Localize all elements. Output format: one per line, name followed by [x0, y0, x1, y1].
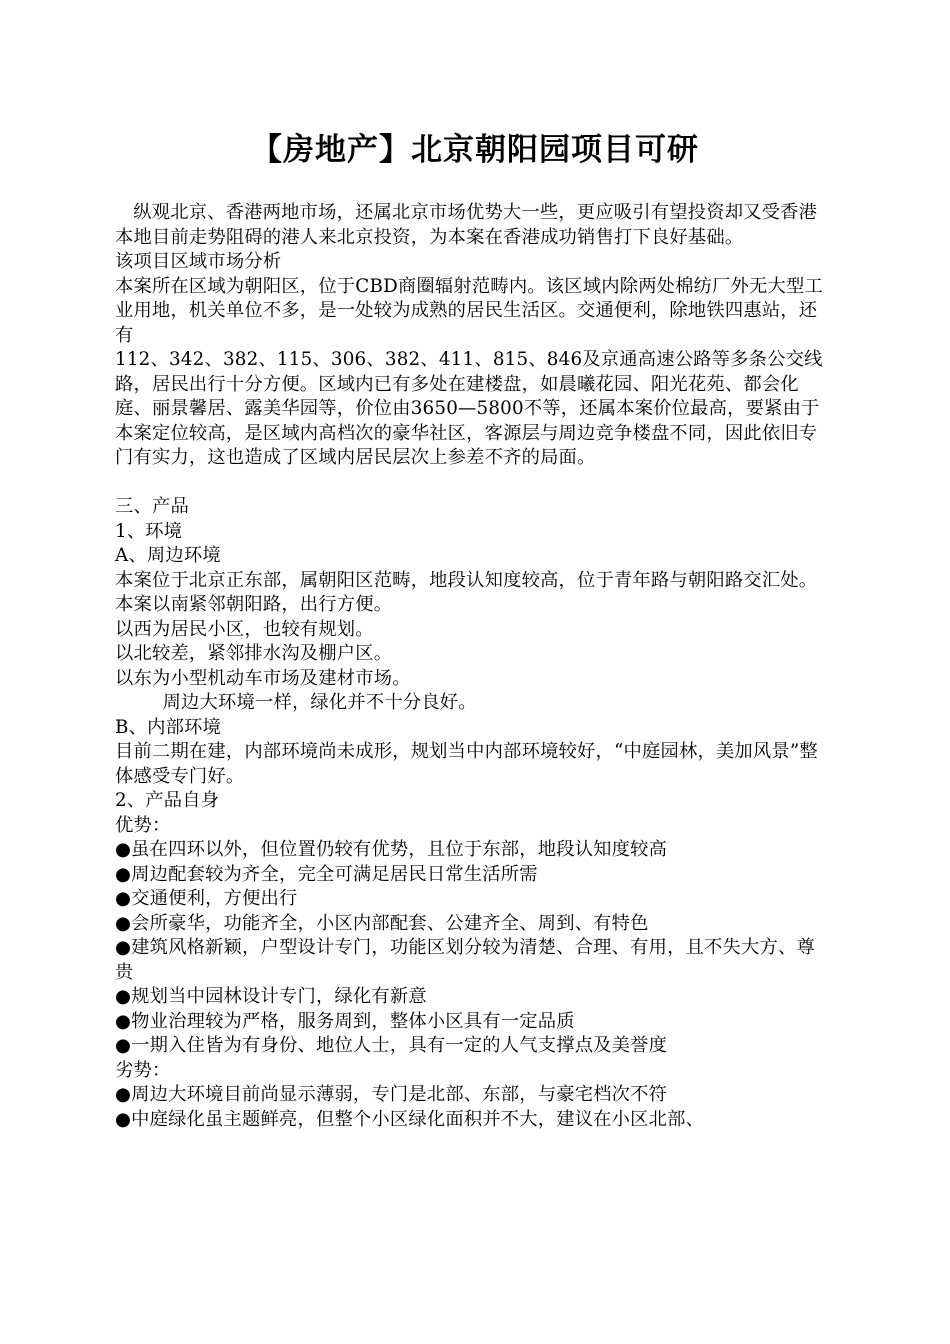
list-heading: 优势：	[115, 814, 171, 836]
paragraph: 周边大环境一样，绿化并不十分良好。	[162, 692, 477, 713]
paragraph: 本案所在区域为朝阳区，位于CBD商圈辐射范畴内。该区域内除两处棉纺厂外无大型工业用地，机关单位不多，是一处较为成熟的居民生活区。交通便利，除地铁四惠站，还有	[115, 275, 824, 346]
subsection-heading: 2、产品自身	[115, 790, 220, 811]
section-heading: 三、产品	[115, 496, 189, 517]
paragraph: 目前二期在建，内部环境尚未成形，规划当中内部环境较好，“中庭园林，美加风景”整体感受专门好。	[115, 741, 818, 787]
paragraph-intro: 纵观北京、香港两地市场，还属北京市场优势大一些，更应吸引有望投资却又受香港本地目前走势阻碍的港人来北京投资，为本案在香港成功销售打下良好基础。	[115, 202, 818, 248]
paragraph: 以东为小型机动车市场及建材市场。	[115, 667, 411, 689]
paragraph: 本案位于北京正东部，属朝阳区范畴，地段认知度较高，位于青年路与朝阳路交汇处。	[115, 569, 818, 591]
paragraph: 112、342、382、115、306、382、411、815、846及京通高速公路等多条公交线路，居民出行十分方便。区域内已有多处在建楼盘，如晨曦花园、阳光花苑、都会化庭、丽景馨居、露美华园等，价位由3650—5800不等，还属本案价位最高，要紧由于本案定位较高，是区域内高档次的豪华社区，客源层与周边竞争楼盘不同，因此依旧专门有实力，这也造成了区域内居民层次上参差不齐的局面。	[115, 349, 823, 468]
list-item: ●规划当中园林设计专门，绿化有新意	[115, 986, 427, 1007]
list-item: ●中庭绿化虽主题鲜亮，但整个小区绿化面积并不大，建议在小区北部、	[115, 1108, 705, 1130]
list-item: ●虽在四环以外，但位置仍较有优势，且位于东部，地段认知度较高	[115, 839, 668, 860]
list-item: ●交通便利，方便出行	[115, 888, 298, 909]
list-item: ●周边配套较为齐全，完全可满足居民日常生活所需	[115, 863, 538, 885]
paragraph: 以北较差，紧邻排水沟及棚户区。	[115, 643, 393, 664]
document-title: 【房地产】北京朝阳园项目可研	[251, 132, 699, 168]
subsection-heading: A、周边环境	[115, 545, 221, 566]
list-item: ●周边大环境目前尚显示薄弱，专门是北部、东部，与豪宅档次不符	[115, 1084, 668, 1105]
subsection-heading: B、内部环境	[115, 716, 222, 738]
list-heading: 劣势：	[115, 1059, 171, 1081]
list-item: ●建筑风格新颖，户型设计专门，功能区划分较为清楚、合理、有用，且不失大方、尊贵	[115, 937, 815, 983]
list-item: ●物业治理较为严格，服务周到，整体小区具有一定品质	[115, 1010, 575, 1032]
document-body	[115, 201, 833, 1132]
paragraph: 以西为居民小区，也较有规划。	[115, 618, 374, 640]
blank-line	[115, 471, 833, 496]
list-item: ●一期入住皆为有身份、地位人士，具有一定的人气支撑点及美誉度	[115, 1035, 668, 1056]
section-heading: 该项目区域市场分析	[115, 251, 282, 272]
subsection-heading: 1、环境	[115, 520, 183, 542]
paragraph: 本案以南紧邻朝阳路，出行方便。	[115, 594, 393, 615]
list-item: ●会所豪华，功能齐全，小区内部配套、公建齐全、周到、有特色	[115, 912, 649, 934]
